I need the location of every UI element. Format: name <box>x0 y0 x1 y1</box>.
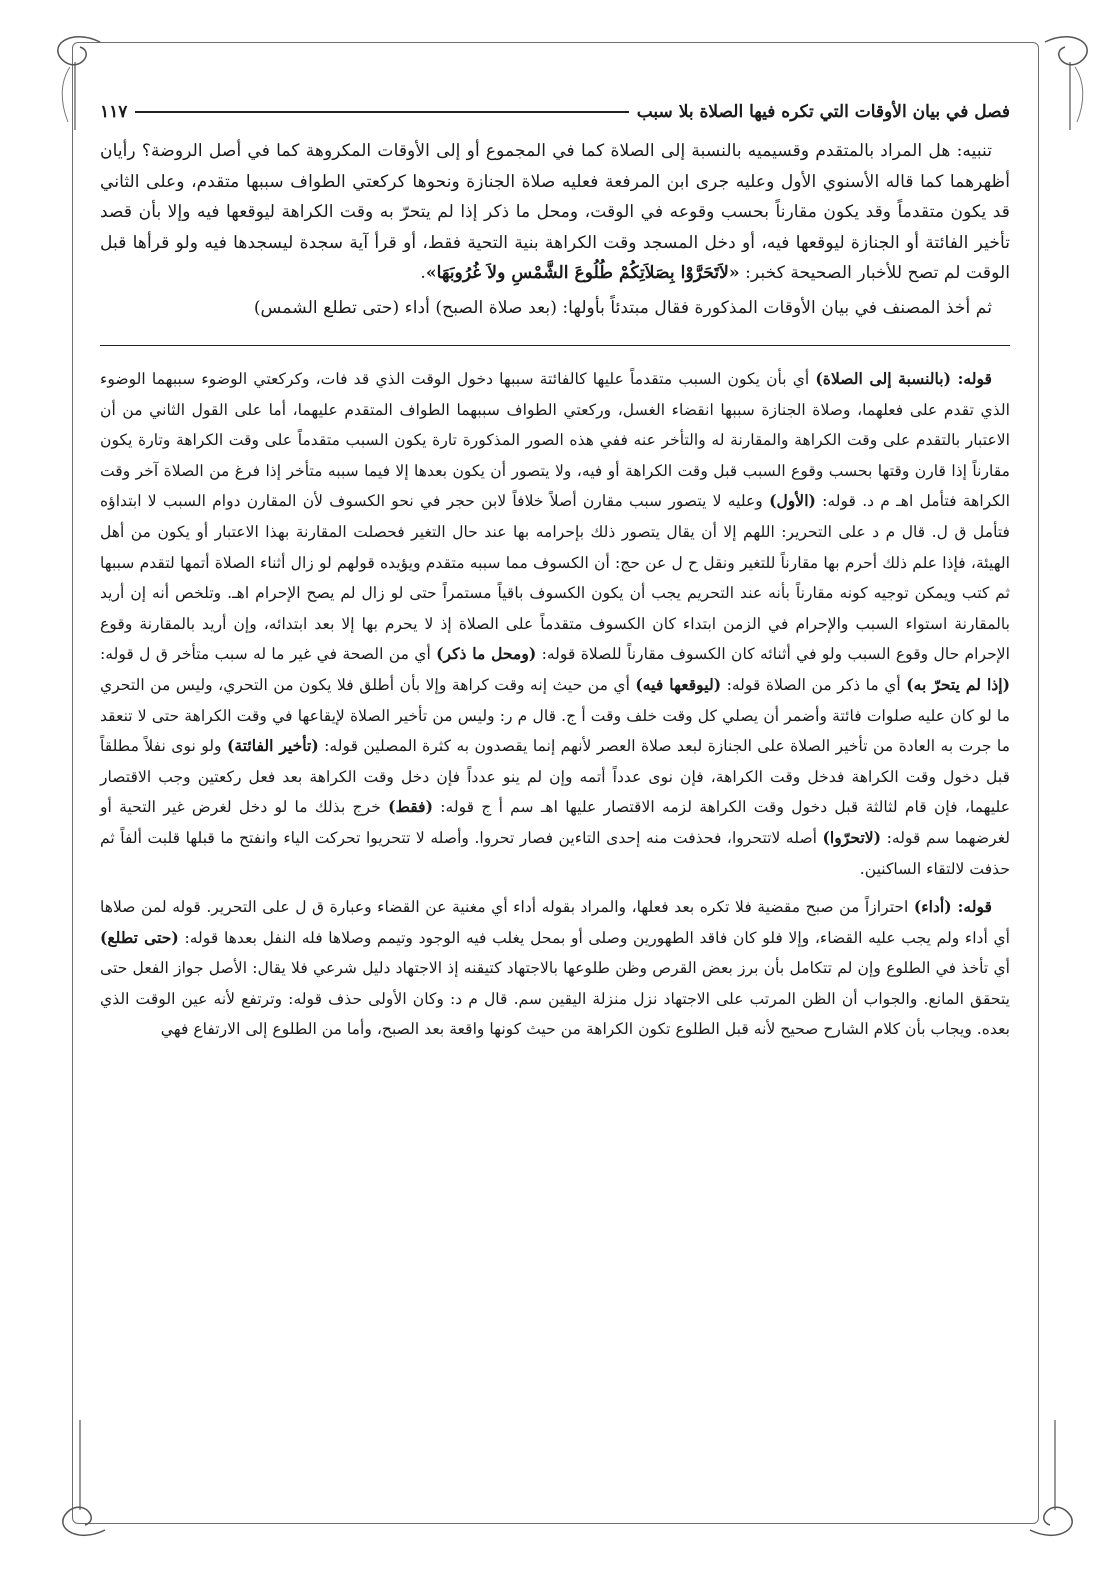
commentary-text: ولو نوى نفلاً مطلقاً قبل دخول وقت الكراهة فدخل وقت الكراهة، فإن نوى عدداً أتمه وإن لم ينو عدداً فإن دخل وقت الكراهة بعد فعل ركعتين وجب الاقتصار عليهما، فإن قام لثالثة قبل دخول وقت الكراهة لزمه الاقتصار عليها اهـ سم أ ج قوله: <box>100 737 1010 817</box>
header-rule <box>135 111 628 113</box>
scroll-ornament-top-right <box>1035 22 1105 132</box>
commentary-text: أي من الصحة في غير ما له سبب متأخر ق ل قوله: <box>100 645 431 664</box>
commentary-lemma: (لاتحرّوا) <box>822 827 882 847</box>
hadith-quote: «لاَتَحَرَّوْا بِصَلاَتِكُمْ طُلُوعَ الشَّمْسِ ولاَ غُرُوبَهَا» <box>425 263 740 283</box>
running-title: فصل في بيان الأوقات التي تكره فيها الصلاة بلا سبب <box>636 102 1010 122</box>
commentary <box>100 364 1010 1045</box>
commentary-text: خرج بذلك ما لو دخل لغرض غير التحية أو لغرضهما سم قوله: <box>100 798 1010 847</box>
main-paragraph <box>100 293 1010 324</box>
commentary-lemma: (الأول) <box>769 491 816 511</box>
main-paragraph-end: . <box>420 263 426 283</box>
page-header <box>100 92 1010 132</box>
commentary-lemma: (تأخير الفائتة) <box>226 736 319 756</box>
commentary-text: وعليه لا يتصور سبب مقارن أصلاً خلافاً لابن حجر في نحو الكسوف لأن المقارن دوام السبب لا ابتداؤه فتأمل ق ل. قال م د على التحرير: اللهم إلا أن يقال يتصور ذلك بإحرامه بها عند حال التغير فحصلت المقارنة بهذا الاعتبار أو يكون من أهل الهيئة، فإذا علم ذلك أحرم بها مقارناً للتغير ونقل ح ل عن حج: أن الكسوف مما سببه متقدم ويؤيده قولهم لو زال أثناء الصلاة أتمها لتقدم سببها ثم كتب ويمكن توجيه كونه مقارناً بأنه عند التحريم يجب أن يكون الكسوف باقياً مستمراً حتى لو زال لم يصح الإحرام اهـ. وتلخص أنه إن أريد بالمقارنة استواء السبب والإحرام في الزمن ابتداء كان الكسوف متقدماً على الصلاة إذ لا يحرم بها إلا بعد ابتدائه، وإن أريد بالمقارنة وقوع الإحرام حال وقوع السبب ولو في أثنائه كان الكسوف مقارناً للصلاة قوله: <box>100 492 1010 664</box>
commentary-lemma: قوله: (بالنسبة إلى الصلاة) <box>815 369 992 388</box>
commentary-lemma: (إذا لم يتحرّ به) <box>906 674 1010 694</box>
commentary-paragraph <box>100 892 1010 1045</box>
commentary-paragraph <box>100 364 1010 884</box>
main-paragraph-text: تنبيه: هل المراد بالمتقدم وقسيميه بالنسبة إلى الصلاة كما في المجموع أو إلى الأوقات المكروهة كما في أصل الروضة؟ رأيان أظهرهما كما قاله الأسنوي الأول وعليه جرى ابن المرفعة فعليه صلاة الجنازة ونحوها كركعتي الطواف سببها متقدم، وعلى الثاني قد يكون متقدماً وقد يكون مقارناً بحسب وقوعه في الوقت، ومحل ما ذكر إذا لم يتحرّ به وقت الكراهة ليوقعها فيه وإلا بأن قصد تأخير الفائتة أو الجنازة ليوقعها فيه، أو دخل المسجد وقت الكراهة بنية التحية فقط، أو قرأ آية سجدة ليسجدها فيه ولو قرأها قبل الوقت لم تصح للأخبار الصحيحة كخبر: <box>100 141 1010 283</box>
scroll-ornament-bottom-right <box>1020 1420 1090 1550</box>
footnote-separator <box>100 345 1010 346</box>
commentary-lemma: (فقط) <box>388 797 433 817</box>
book-page <box>100 92 1010 1045</box>
commentary-text: أي من حيث إنه وقت كراهة وإلا بأن أطلق فلا يكون من التحري، وليس من التحري ما لو كان عليه صلوات فائتة وأضمر أن يصلي كل وقت خلف وقت أ ج. قال م ر: وليس من تأخير الصلاة لإيقاعها في وقت الكراهة حتى لا تنعقد ما جرت به العادة من تأخير الصلاة على الجنازة لبعد صلاة العصر لأنهم إنما يقصدون به كثرة المصلين قوله: <box>100 675 1010 756</box>
main-paragraph-text: ثم أخذ المصنف في بيان الأوقات المذكورة فقال مبتدئاً بأولها: (بعد صلاة الصبح) أداء (حتى تطلع الشمس) <box>253 297 992 318</box>
commentary-text: أي تأخذ في الطلوع وإن لم تتكامل بأن برز بعض القرص وظن طلوعها بالاجتهاد كتيقنه إذ الاجتهاد دليل شرعي فلا يقال: الأصل جواز الفعل حتى يتحقق المانع. والجواب أن الظن المرتب على الاجتهاد نزل منزلة اليقين سم. قال م د: وكان الأولى حذف قوله: وترتفع لأنه عين الوقت الذي بعده. ويجاب بأن كلام الشارح صحيح لأنه قبل الطلوع تكون الكراهة من حيث كونها واقعة بعد الصبح، وأما من الطلوع إلى الارتفاع فهي <box>100 959 1010 1039</box>
commentary-lemma: (حتى تطلع) <box>100 927 179 947</box>
commentary-text: أي بأن يكون السبب متقدماً عليها كالفائتة سببها دخول الوقت الذي قد فات، وكركعتي الوضوء سببهما الوضوء الذي تقدم على فعلهما، وصلاة الجنازة سببها انقضاء الغسل، وركعتي الطواف سببهما الطواف المتقدم عليهما، أما على القول الثاني من أن الاعتبار بالتقدم على وقت الكراهة والمقارنة له والتأخر عنه ففي هذه الصور المذكورة تارة يكون السبب متقدماً على وقت الكراهة وتارة يكون مقارناً إذا قارن وقتها بحسب وقوع السبب قبل وقت الكراهة أو فيه، ولا يتصور أن يكون بعدها إلا فيما سببه متأخر إذا فرغ من الصلاة آخر وقت الكراهة فتأمل اهـ م د. قوله: <box>100 370 1010 511</box>
commentary-text: أي ما ذكر من الصلاة قوله: <box>726 675 901 694</box>
commentary-text: احترازاً من صبح مقضية فلا تكره بعد فعلها، والمراد بقوله أداء أي مغنية عن القضاء وعبارة ق ل على التحرير. قوله لمن صلاها أي أداء ولم يجب عليه القضاء، وإلا فلو كان فاقد الطهورين وصلى أو بمحل يغلب فيه الوجود وتيمم وصلاها فله النفل بعدها قوله: <box>100 898 1010 947</box>
commentary-lemma: (ليوقعها فيه) <box>635 674 722 694</box>
commentary-lemma: (ومحل ما ذكر) <box>436 644 537 664</box>
main-paragraph <box>100 136 1010 289</box>
page-number: ١١٧ <box>100 102 128 122</box>
commentary-text: أصله لاتتحروا، فحذفت منه إحدى التاءين فصار تحروا. وأصله لا تتحريوا تحركت الياء وانفتح ما قبلها قلبت ألفاً ثم حذفت لالتقاء الساكنين. <box>100 828 1010 878</box>
scroll-ornament-bottom-left <box>45 1420 115 1550</box>
main-text <box>100 136 1010 323</box>
commentary-lemma: قوله: (أداء) <box>913 897 992 917</box>
